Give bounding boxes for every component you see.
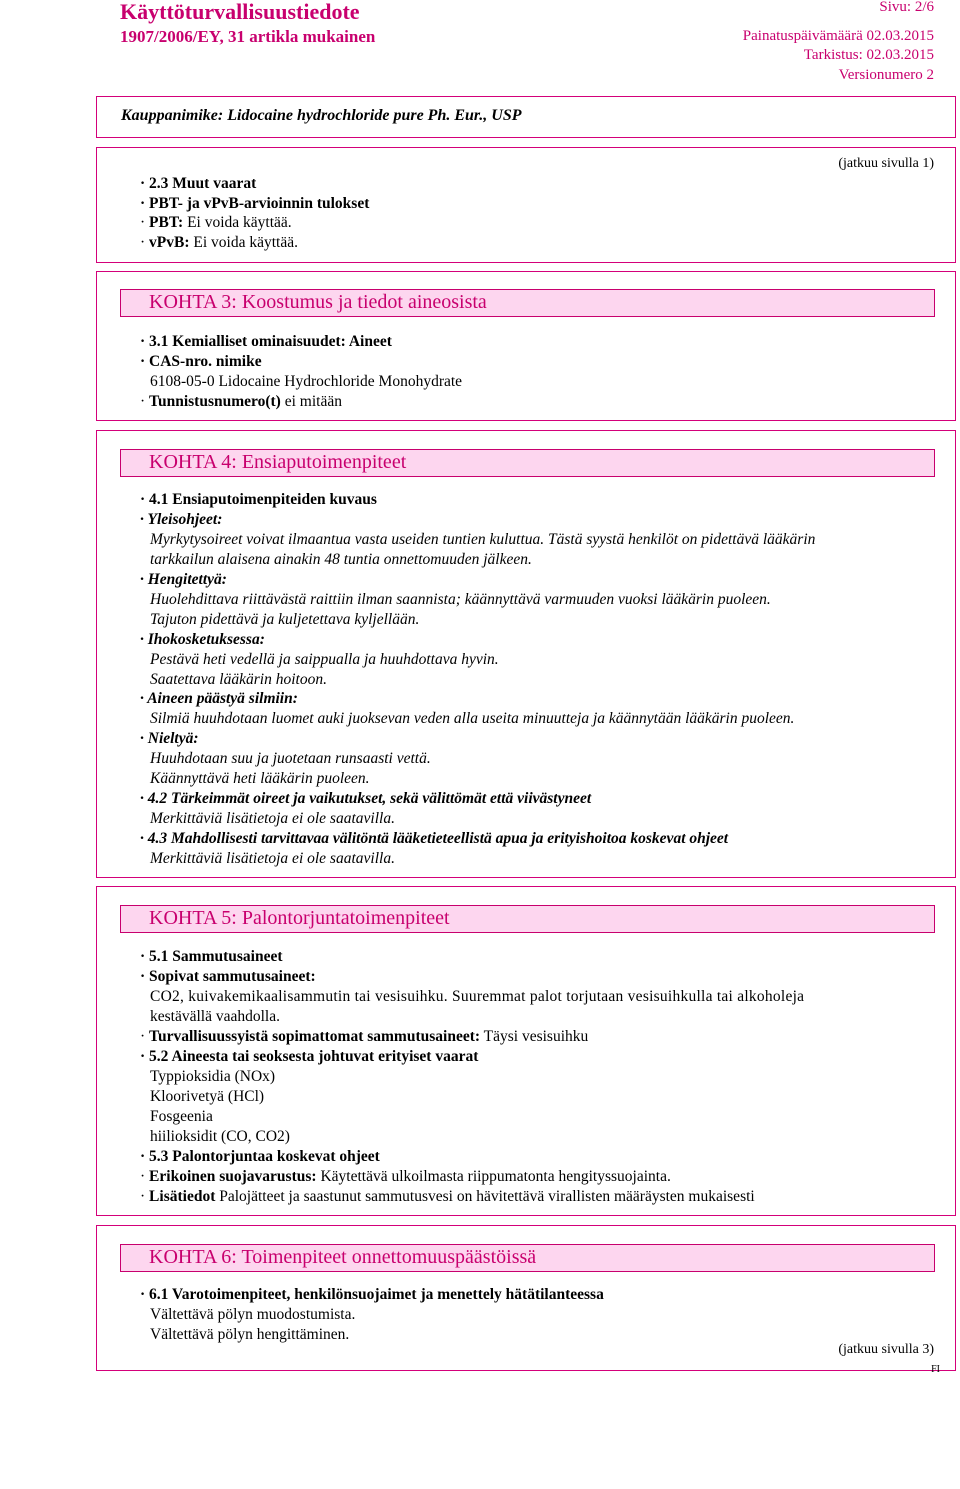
continued-to: (jatkuu sivulla 3)	[838, 1342, 934, 1357]
pbt-vpvb-results: · PBT- ja vPvB-arvioinnin tulokset	[140, 194, 369, 214]
continued-from: (jatkuu sivulla 1)	[838, 156, 934, 171]
section-3-header: KOHTA 3: Koostumus ja tiedot aineosista	[120, 289, 935, 317]
vpvb-line: · vPvB: Ei voida käyttää.	[140, 233, 298, 253]
ingestion-line-1: Huuhdotaan suu ja juotetaan runsaasti vettä.	[150, 750, 431, 767]
regulation-reference: 1907/2006/EY, 31 artikla mukainen	[120, 27, 376, 46]
section-6-header: KOHTA 6: Toimenpiteet onnettomuuspäästöissä	[120, 1244, 935, 1272]
other-hazards-heading: · 2.3 Muut vaarat	[140, 174, 256, 194]
cas-label: · CAS-nro. nimike	[140, 352, 262, 372]
precaution-line-2: Vältettävä pölyn hengittäminen.	[150, 1326, 350, 1343]
first-aid-description: · 4.1 Ensiaputoimenpiteiden kuvaus	[140, 490, 377, 510]
firefighting-advice-heading: · 5.3 Palontorjuntaa koskevat ohjeet	[140, 1147, 380, 1167]
pbt-line: · PBT: Ei voida käyttää.	[140, 213, 292, 233]
skin-contact-label: · Ihokosketuksessa:	[140, 630, 265, 650]
skin-contact-line-1: Pestävä heti vedellä ja saippualla ja huuhdottava hyvin.	[150, 651, 499, 668]
ingestion-label: · Nieltyä:	[140, 729, 199, 749]
product-box	[96, 96, 956, 138]
symptoms-value: Merkittäviä lisätietoja ei ole saatavilla.	[150, 810, 395, 827]
unsuitable-media: · Turvallisuussyistä sopimattomat sammutusaineet: Täysi vesisuihku	[140, 1027, 588, 1047]
general-info-label: · Yleisohjeet:	[140, 510, 222, 530]
hazard-item-2: Kloorivetyä (HCl)	[150, 1088, 265, 1105]
eye-contact-line-1: Silmiä huuhdotaan luomet auki juoksevan veden alla useita minuutteja ja käännytään lääkärin puoleen.	[150, 710, 795, 727]
additional-info: · Lisätiedot Palojätteet ja saastunut sammutusvesi on hävitettävä virallisten määräysten mukaisesti	[140, 1187, 755, 1207]
hazard-item-4: hiilioksidit (CO, CO2)	[150, 1128, 290, 1145]
suitable-media-line-2: kestävällä vaahdolla.	[150, 1008, 280, 1025]
skin-contact-line-2: Saatettava lääkärin hoitoon.	[150, 671, 327, 688]
protective-equipment: · Erikoinen suojavarustus: Käytettävä ulkoilmasta riippumatonta hengityssuojainta.	[140, 1167, 671, 1187]
hazard-item-3: Fosgeenia	[150, 1108, 213, 1125]
medical-attention-value: Merkittäviä lisätietoja ei ole saatavilla.	[150, 850, 395, 867]
precautions-heading: · 6.1 Varotoimenpiteet, henkilönsuojaimet ja menettely hätätilanteessa	[140, 1285, 604, 1305]
suitable-media-label: · Sopivat sammutusaineet:	[140, 967, 316, 987]
special-hazards-heading: · 5.2 Aineesta tai seoksesta johtuvat erityiset vaarat	[140, 1047, 478, 1067]
chemical-characterization: · 3.1 Kemialliset ominaisuudet: Aineet	[140, 332, 392, 352]
hazard-item-1: Typpioksidia (NOx)	[150, 1068, 276, 1085]
page-number: Sivu: 2/6	[879, 0, 934, 15]
cas-value: 6108-05-0 Lidocaine Hydrochloride Monohydrate	[150, 373, 463, 390]
section-5-header: KOHTA 5: Palontorjuntatoimenpiteet	[120, 905, 935, 933]
section-4-header: KOHTA 4: Ensiaputoimenpiteet	[120, 449, 935, 477]
product-name: Kauppanimike: Lidocaine hydrochloride pure Ph. Eur., USP	[121, 107, 522, 124]
inhalation-label: · Hengitettyä:	[140, 570, 227, 590]
general-info-line-2: tarkkailun alaisena ainakin 48 tuntia onnettomuuden jälkeen.	[150, 551, 532, 568]
eye-contact-label: · Aineen päästyä silmiin:	[140, 689, 298, 709]
document-title: Käyttöturvallisuustiedote	[120, 0, 360, 24]
inhalation-line-1: Huolehdittava riittävästä raittiin ilman saannista; käännyttävä varmuuden vuoksi lääkärin puoleen.	[150, 591, 771, 608]
precaution-line-1: Vältettävä pölyn muodostumista.	[150, 1306, 356, 1323]
inhalation-line-2: Tajuton pidettävä ja kuljetettava kyljellään.	[150, 611, 420, 628]
ingestion-line-2: Käännyttävä heti lääkärin puoleen.	[150, 770, 370, 787]
revision-date: Tarkistus: 02.03.2015	[803, 47, 934, 63]
print-date: Painatuspäivämäärä 02.03.2015	[742, 28, 934, 44]
general-info-line-1: Myrkytysoireet voivat ilmaantua vasta useiden tuntien kuluttua. Tästä syystä henkilöt on pidettävä lääkärin	[150, 531, 816, 548]
suitable-media-line-1: CO2, kuivakemikaalisammutin tai vesisuihku. Suuremmat palot torjutaan vesisuihkulla tai alkoholeja	[150, 988, 805, 1005]
identification-numbers: · Tunnistusnumero(t) ei mitään	[140, 392, 342, 412]
language-code: FI	[931, 1364, 940, 1375]
version-number: Versionumero 2	[838, 67, 934, 83]
symptoms-heading: · 4.2 Tärkeimmät oireet ja vaikutukset, sekä välittömät että viivästyneet	[140, 789, 591, 809]
extinguishing-media-heading: · 5.1 Sammutusaineet	[140, 947, 283, 967]
medical-attention-heading: · 4.3 Mahdollisesti tarvittavaa välitöntä lääketieteellistä apua ja erityishoitoa koskevat ohjeet	[140, 829, 728, 849]
